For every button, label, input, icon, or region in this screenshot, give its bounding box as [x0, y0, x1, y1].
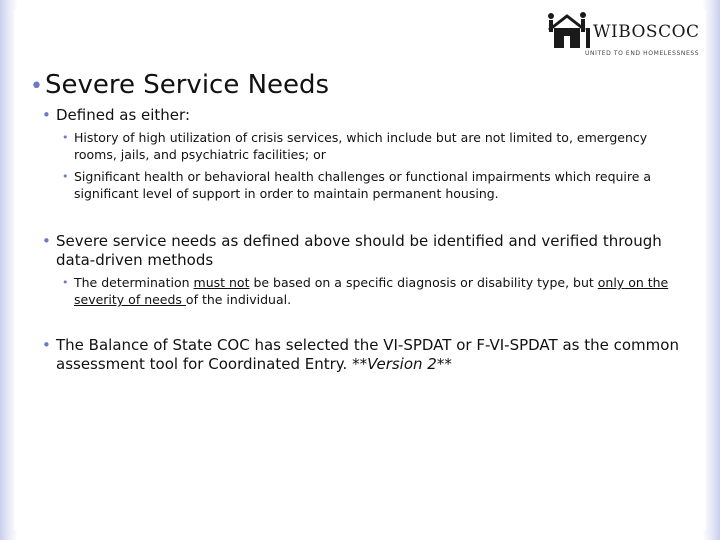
determination-part1: The determination — [74, 275, 194, 290]
health-text: Significant health or behavioral health challenges or functional impairments which require a significant level of support in order to maintain permanent housing. — [74, 169, 652, 201]
logo-name: WIBOSCOC — [593, 22, 700, 42]
list-item-defined — [42, 106, 696, 125]
sub-bullet-icon: • — [62, 131, 69, 144]
houses-figures-icon — [545, 10, 595, 50]
slide-title — [30, 70, 329, 100]
title-text: Severe Service Needs — [44, 70, 330, 100]
list-item-health — [62, 168, 682, 202]
bullet-icon: • — [42, 336, 51, 354]
wiboscoc-logo — [545, 10, 700, 62]
identified-text: Severe service needs as defined above should be identified and verified through data-driven methods — [56, 232, 662, 269]
list-item-determination — [62, 274, 682, 308]
balance-text — [56, 336, 696, 374]
defined-text: Defined as either: — [56, 106, 190, 124]
bullet-icon: • — [42, 106, 51, 124]
sub-bullet-icon: • — [62, 276, 69, 289]
balance-body: The Balance of State COC has selected the VI-SPDAT or F-VI-SPDAT as the common assessment tool for Coordinated Entry. — [56, 336, 679, 373]
list-item-balance — [42, 336, 696, 374]
bullet-icon: • — [42, 232, 51, 250]
list-item-history — [62, 129, 682, 163]
sub-bullet-icon: • — [62, 170, 69, 183]
determination-part3: of the individual. — [185, 292, 292, 307]
determination-text — [74, 274, 682, 308]
determination-part2: be based on a specific diagnosis or disability type, but — [249, 275, 598, 290]
severity-emphasis: on the severity of needs — [74, 275, 669, 307]
title-bullet-icon: • — [30, 74, 43, 99]
version-note: **Version 2** — [352, 355, 452, 373]
must-not-emphasis: must not — [193, 275, 250, 290]
history-text: History of high utilization of crisis services, which include but are not limited to, emergency rooms, jails, and psychiatric facilities; or — [74, 130, 648, 162]
only-emphasis: only — [597, 275, 625, 290]
list-item-identified — [42, 232, 696, 270]
logo-tagline: UNITED TO END HOMELESSNESS — [585, 50, 700, 57]
